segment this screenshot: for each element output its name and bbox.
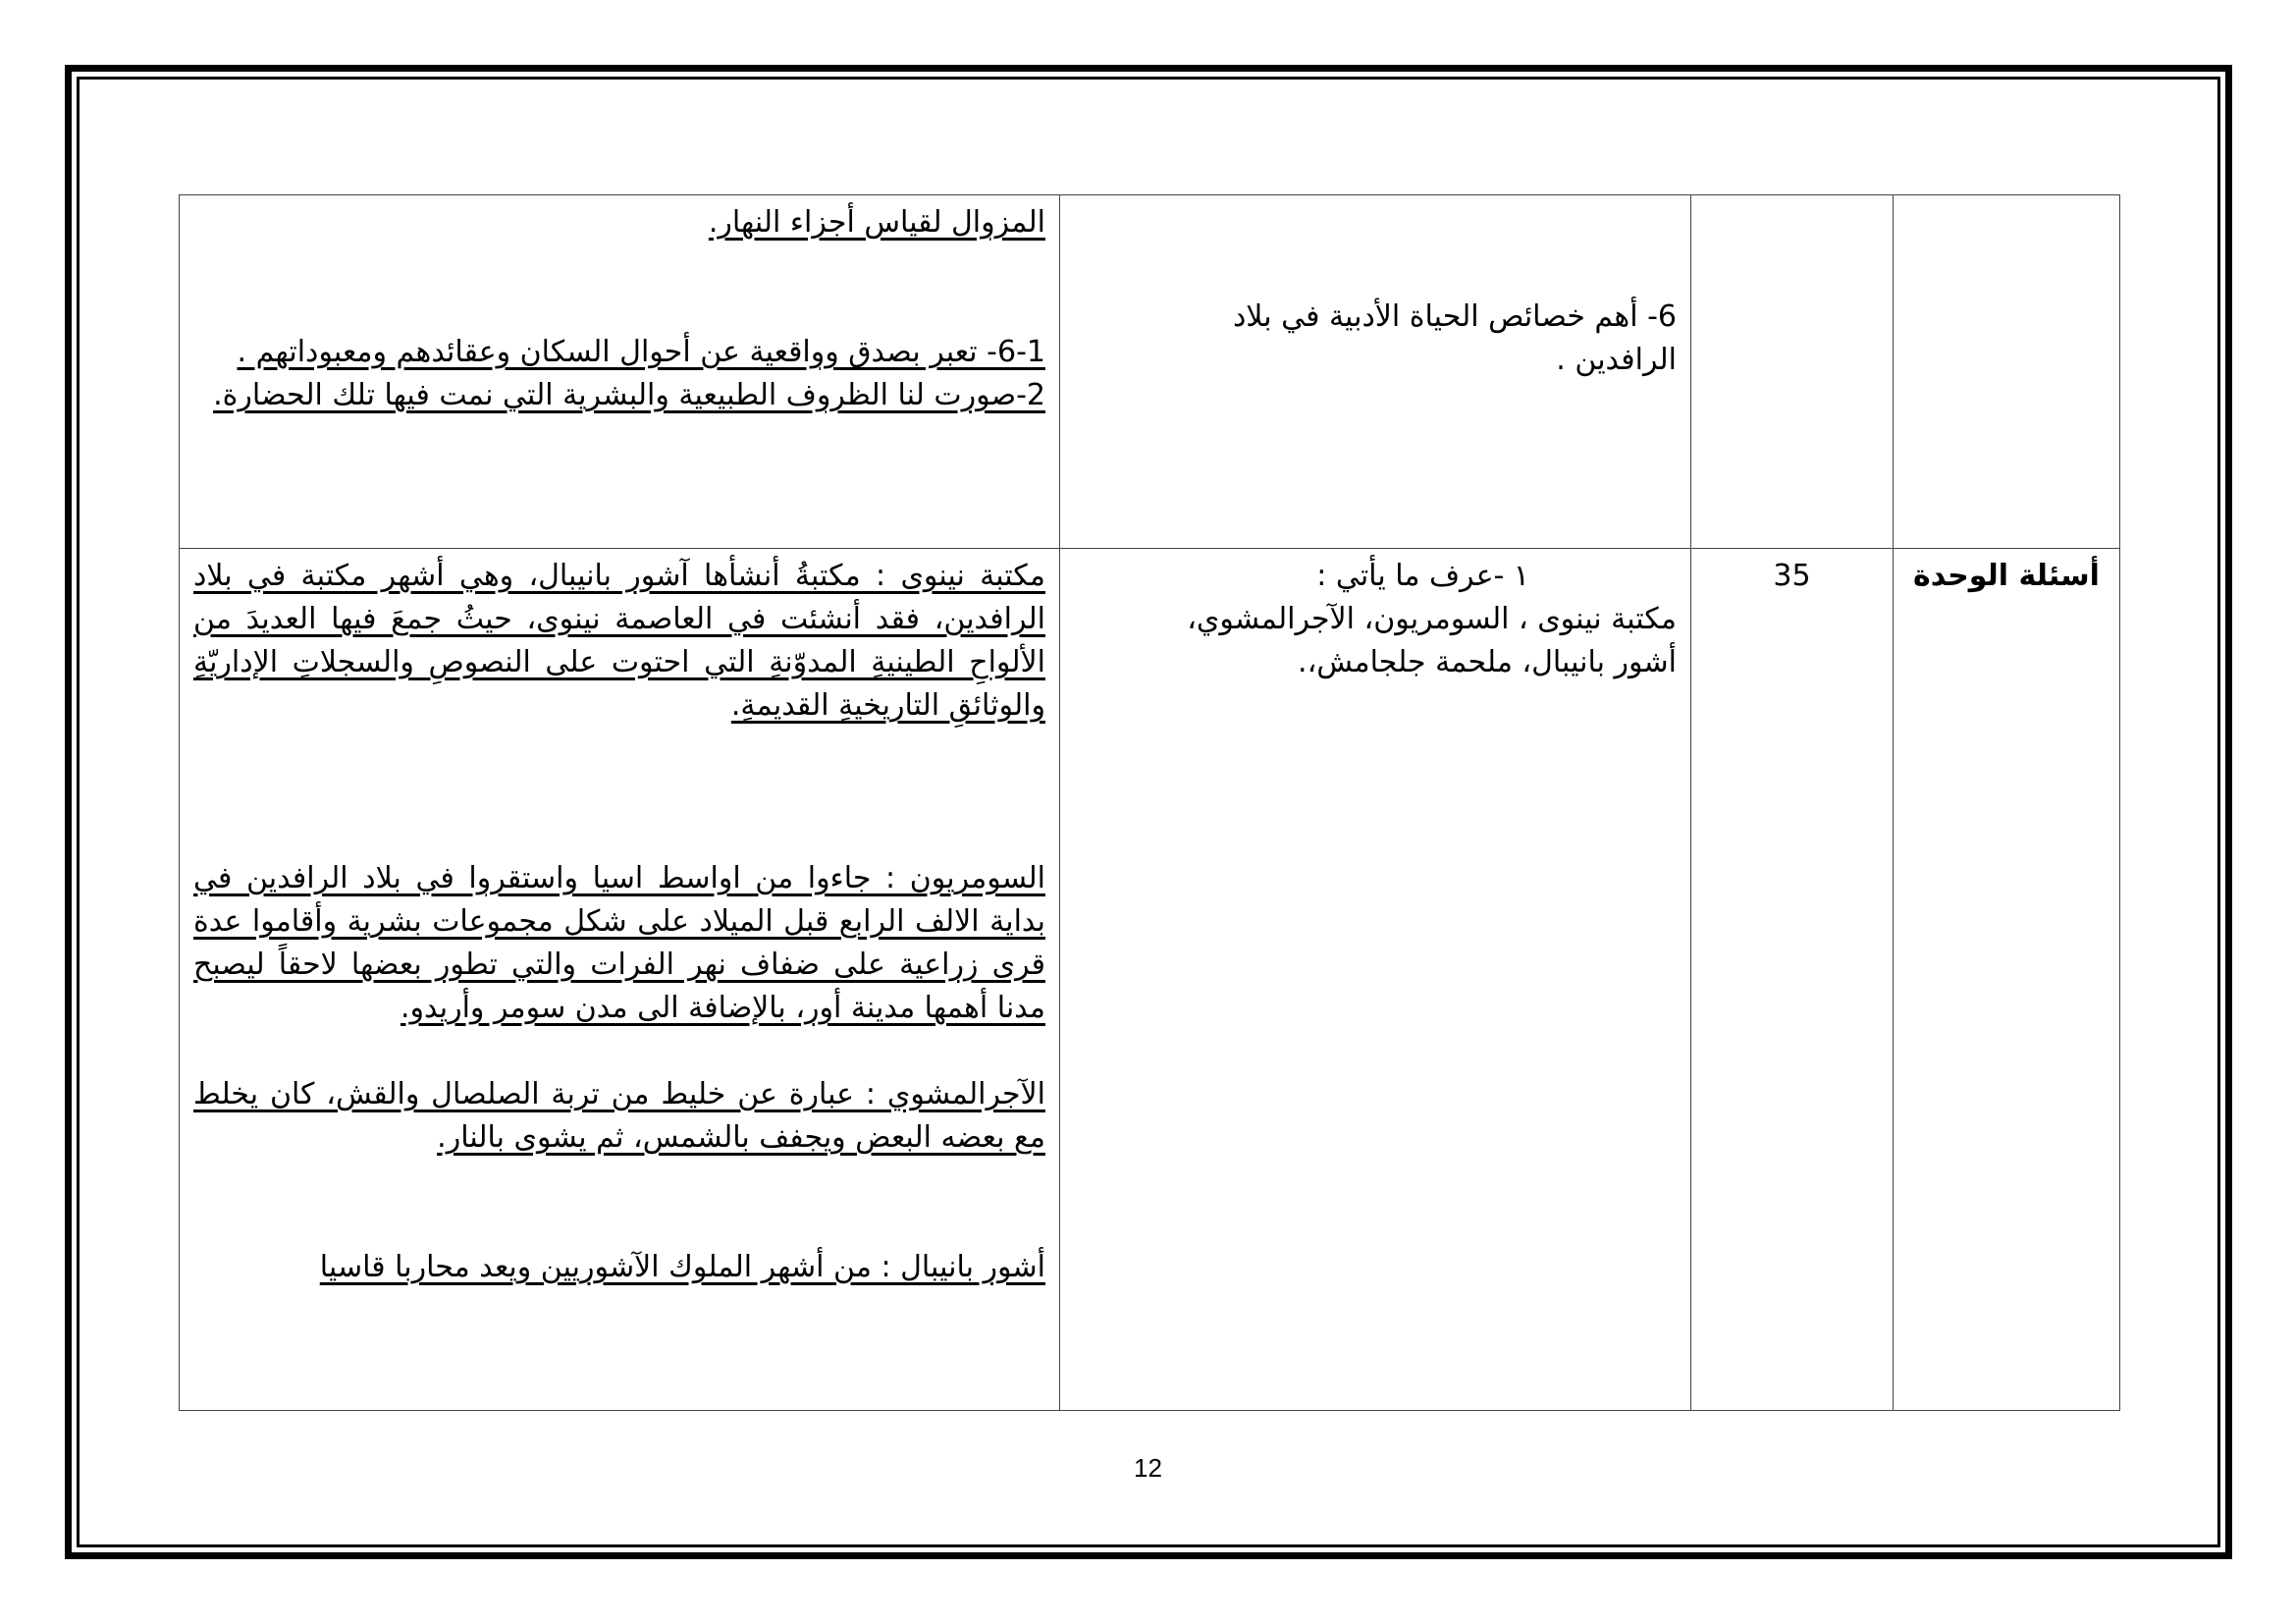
definition-baked-brick: الآجرالمشوي : عبارة عن خليط من تربة الصلصال والقش، كان يخلط مع بعضه البعض ويجفف بالشمس، ثم يشوى بالنار. [193,1077,1045,1155]
answer-point: 2-صورت لنا الظروف الطبيعية والبشرية التي نمت فيها تلك الحضارة. [213,378,1045,412]
questions-table [179,194,2120,1411]
question-line: الرافدين . [1556,343,1677,377]
answer-cell [180,549,1060,1411]
question-cell [1060,195,1691,549]
answer-cell [180,195,1060,549]
unit-label-cell [1894,195,2120,549]
question-line: 6- أهم خصائص الحياة الأدبية في بلاد [1232,299,1677,334]
page-number: 12 [1134,1453,1162,1483]
answer-point: 6-1- تعبر بصدق وواقعية عن أحوال السكان وعقائدهم ومعبوداتهم . [237,335,1045,369]
question-number-cell [1691,195,1894,549]
answer-intro: المزوال لقياس أجزاء النهار. [708,205,1045,240]
question-line: مكتبة نينوى ، السومريون، الآجرالمشوي، [1187,602,1677,636]
question-number-cell: 35 [1691,549,1894,1411]
question-line: ١ -عرف ما يأتي : [1316,559,1529,593]
table-row [180,195,2120,549]
definition-ashurbanipal: أشور بانيبال : من أشهر الملوك الآشوريين ويعد محاربا قاسيا [319,1250,1045,1284]
definition-sumerians: السومريون : جاءوا من اواسط اسيا واستقروا في بلاد الرافدين في بداية الالف الرابع قبل الميلاد على شكل مجموعات بشرية وأقاموا عدة قرى زراعية على ضفاف نهر الفرات والتي تطور بعضها لاحقاً ليصبح مدنا أهمها مدينة أور، بالإضافة الى مدن سومر وأريدو. [193,861,1045,1025]
table-row [180,549,2120,1411]
definition-nineveh-library: مكتبة نينوى : مكتبةُ أنشأها آشور بانيبال، وهي أشهر مكتبة في بلاد الرافدين، فقد أنشئت في العاصمة نينوى، حيثُ جمعَ فيها العديدَ من الألواحِ الطينيةِ المدوّنةِ التي احتوت على النصوصِ والسجلاتِ الإداريّةِ والوثائقِ التاريخيةِ القديمةِ. [193,559,1045,723]
question-line: أشور بانيبال، ملحمة جلجامش،. [1298,645,1677,679]
question-cell [1060,549,1691,1411]
unit-label-cell: أسئلة الوحدة [1894,549,2120,1411]
